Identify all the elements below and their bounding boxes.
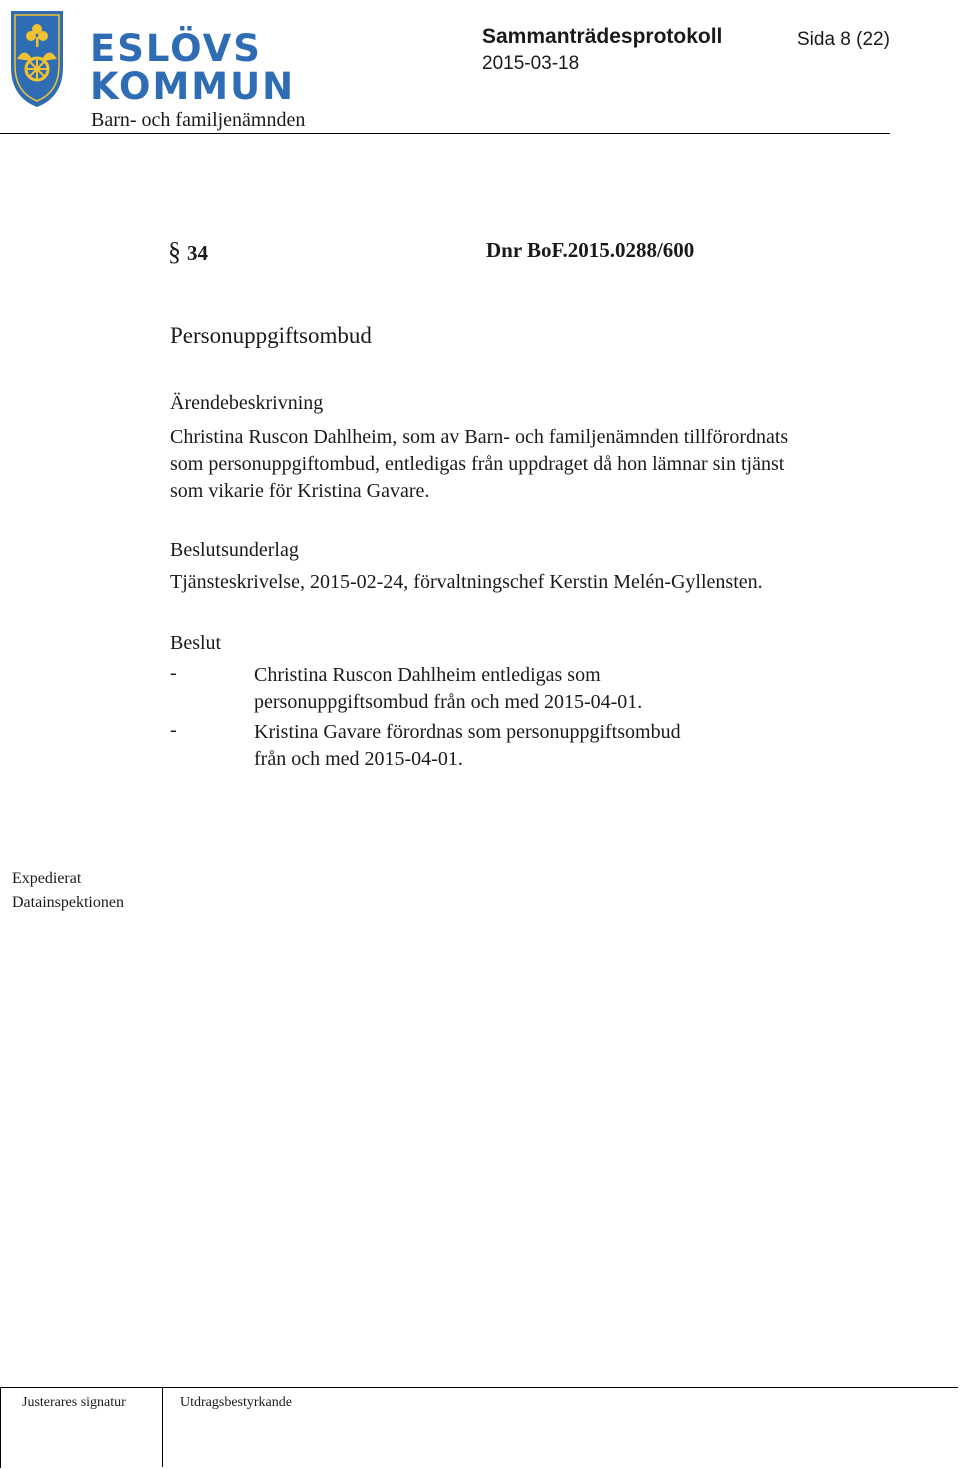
paragraph-number-value: 34 [187, 241, 208, 265]
description-line: Christina Ruscon Dahlheim, som av Barn- och familjenämnden tillförordnats [170, 426, 789, 448]
signature-label: Justerares signatur [22, 1395, 126, 1410]
section-symbol: § [168, 237, 181, 266]
committee-name: Barn- och familjenämnden [91, 109, 306, 131]
decision-heading: Beslut [170, 632, 222, 654]
brand-name [90, 27, 296, 108]
basis-text: Tjänsteskrivelse, 2015-02-24, förvaltningschef Kerstin Melén-Gyllensten. [170, 571, 763, 593]
decision-item [254, 662, 814, 716]
page-number: Sida 8 (22) [797, 29, 890, 50]
decision-item [254, 719, 814, 773]
dispatch-recipient: Datainspektionen [12, 894, 124, 911]
brand-line-1: ESLÖVS [90, 27, 262, 70]
decision-item-line: personuppgiftsombud från och med 2015-04-01. [254, 691, 643, 713]
decision-item-line: Kristina Gavare förordnas som personuppgiftsombud [254, 721, 681, 743]
description-heading: Ärendebeskrivning [170, 392, 324, 414]
decision-item-line: från och med 2015-04-01. [254, 748, 463, 770]
eslov-crest-icon [5, 5, 69, 109]
dispatch-label: Expedierat [12, 870, 82, 887]
decision-bullet: - [170, 662, 177, 684]
brand-line-2: KOMMUN [90, 65, 296, 108]
paragraph-number [168, 237, 208, 267]
signature-box [0, 1387, 958, 1468]
header-divider [0, 133, 890, 134]
basis-heading: Beslutsunderlag [170, 539, 299, 561]
decision-item-line: Christina Ruscon Dahlheim entledigas som [254, 664, 601, 686]
matter-title: Personuppgiftsombud [170, 323, 372, 348]
description-line: som vikarie för Kristina Gavare. [170, 480, 430, 502]
description-text [170, 424, 920, 505]
description-line: som personuppgiftombud, entledigas från uppdraget då hon lämnar sin tjänst [170, 453, 785, 475]
extract-label: Utdragsbestyrkande [180, 1395, 292, 1410]
diary-number: Dnr BoF.2015.0288/600 [486, 238, 695, 262]
meeting-date: 2015-03-18 [482, 53, 580, 74]
decision-bullet: - [170, 719, 177, 741]
signature-box-divider [162, 1387, 163, 1467]
document-type: Sammanträdesprotokoll [482, 25, 723, 48]
